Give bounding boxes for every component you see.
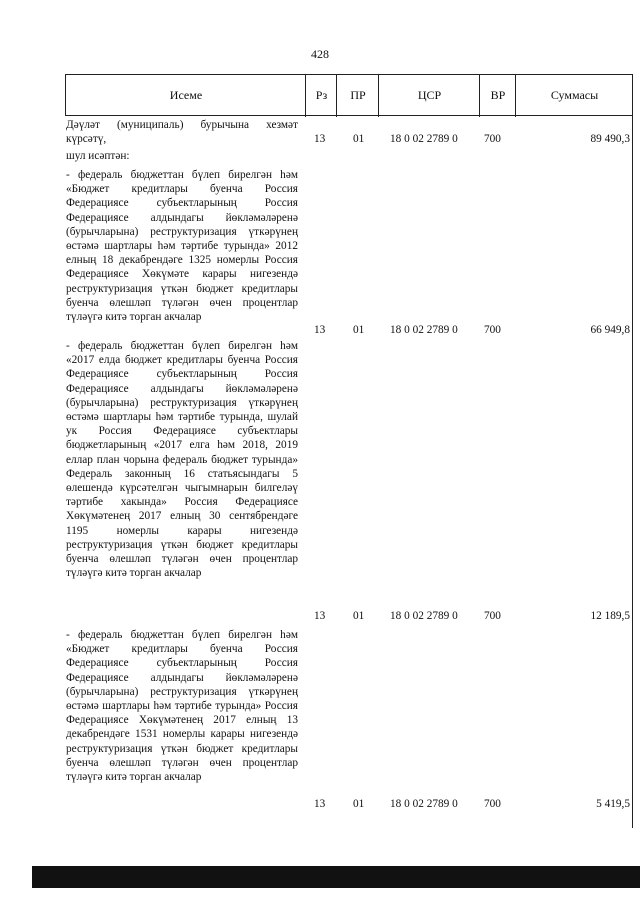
row-csr: 18 0 02 2789 0 xyxy=(390,324,458,336)
row-name: - федераль бюджеттан бүлеп бирелгән һәм «Бюджет кредитлары буенча Россия Федерациясе субъектларының Россия Федерациясе алдындагы йөкләмәләренә (бурычларына) реструктуризация үткәрүнең өстәмә шартлары һәм тәртибе турында» Россия Федерациясе Хөкүмәтенең 2017 елның 13 декабрендәге 1531 номерлы карары нигезендә реструктуризация үткән бюджет кредитлары буенча өлешләп түләгән өчен процентлар түләүгә китә торган акчалар xyxy=(66,629,298,784)
header-vr: ВР xyxy=(490,88,506,102)
row-sum: 89 490,3 xyxy=(590,133,630,145)
row-vr: 700 xyxy=(484,798,501,810)
row-pr: 01 xyxy=(353,610,365,622)
row-csr: 18 0 02 2789 0 xyxy=(390,610,458,622)
row-name: - федераль бюджеттан бүлеп бирелгән һәм «2017 елда бюджет кредитлары буенча Россия Федерациясе субъектларының Россия Федерациясе алдындагы йөкләмәләренә (бурычларына) реструктуризация үткәрүнең өстәмә шартлары һәм тәртибе турында, шулай ук Россия Федерациясе субъектлары бюджетларының «2017 елга һәм 2018, 2019 еллар план чорына федераль бюджет турында» Федераль законның 16 статьясындагы 5 өлешендә күрсәтелгән чыгымнарын билгеләү тәртибе хакында» Россия Федерациясе Хөкүмәтенең 2017 елның 30 сентябрендәге 1195 номерлы карары нигезендә реструктуризация үткән бюджет кредитлары буенча өлешләп түләгән өчен процентлар түләүгә китә торган акчалар xyxy=(66,340,298,580)
row-rz: 13 xyxy=(314,610,326,622)
row-vr: 700 xyxy=(484,133,501,145)
row-rz: 13 xyxy=(314,324,326,336)
header-rz: Рз xyxy=(315,88,328,102)
row-pr: 01 xyxy=(353,798,365,810)
row-vr: 700 xyxy=(484,610,501,622)
header-divider xyxy=(479,75,480,117)
header-sum: Суммасы xyxy=(550,88,599,102)
header-csr: ЦСР xyxy=(417,88,442,102)
row-vr: 700 xyxy=(484,324,501,336)
row-name: - федераль бюджеттан бүлеп бирелгән һәм «Бюджет кредитлары буенча Россия Федерациясе субъектларының Россия Федерациясе алдындагы йөкләмәләренә (бурычларына) реструктуризация үткәрүнең өстәмә шартлары һәм тәртибе турында» 2012 елның 18 декабрендәге 1325 номерлы Россия Федерациясе Хөкүмәте карары нигезендә реструктуризация үткән бюджет кредитлары буенча өлешләп түләгән өчен процентлар түләүгә китә торган акчалар xyxy=(66,169,298,324)
scan-bottom-bar xyxy=(32,866,640,888)
row-rz: 13 xyxy=(314,798,326,810)
row-name: шул исәптән: xyxy=(66,150,130,162)
row-pr: 01 xyxy=(353,133,365,145)
row-name: Дәүләт (муниципаль) бурычына хезмәт күрсәтү, xyxy=(66,119,298,146)
header-divider xyxy=(305,75,306,117)
row-csr: 18 0 02 2789 0 xyxy=(390,133,458,145)
row-sum: 66 949,8 xyxy=(590,324,630,336)
header-divider xyxy=(336,75,337,117)
row-sum: 12 189,5 xyxy=(590,610,630,622)
header-name: Исеме xyxy=(169,88,203,102)
row-csr: 18 0 02 2789 0 xyxy=(390,798,458,810)
row-sum: 5 419,5 xyxy=(596,798,630,810)
table-header-row xyxy=(65,74,632,116)
row-pr: 01 xyxy=(353,324,365,336)
header-pr: ПР xyxy=(350,88,366,102)
header-divider xyxy=(515,75,516,117)
row-rz: 13 xyxy=(314,133,326,145)
header-divider xyxy=(378,75,379,117)
page-number: 428 xyxy=(311,47,329,61)
